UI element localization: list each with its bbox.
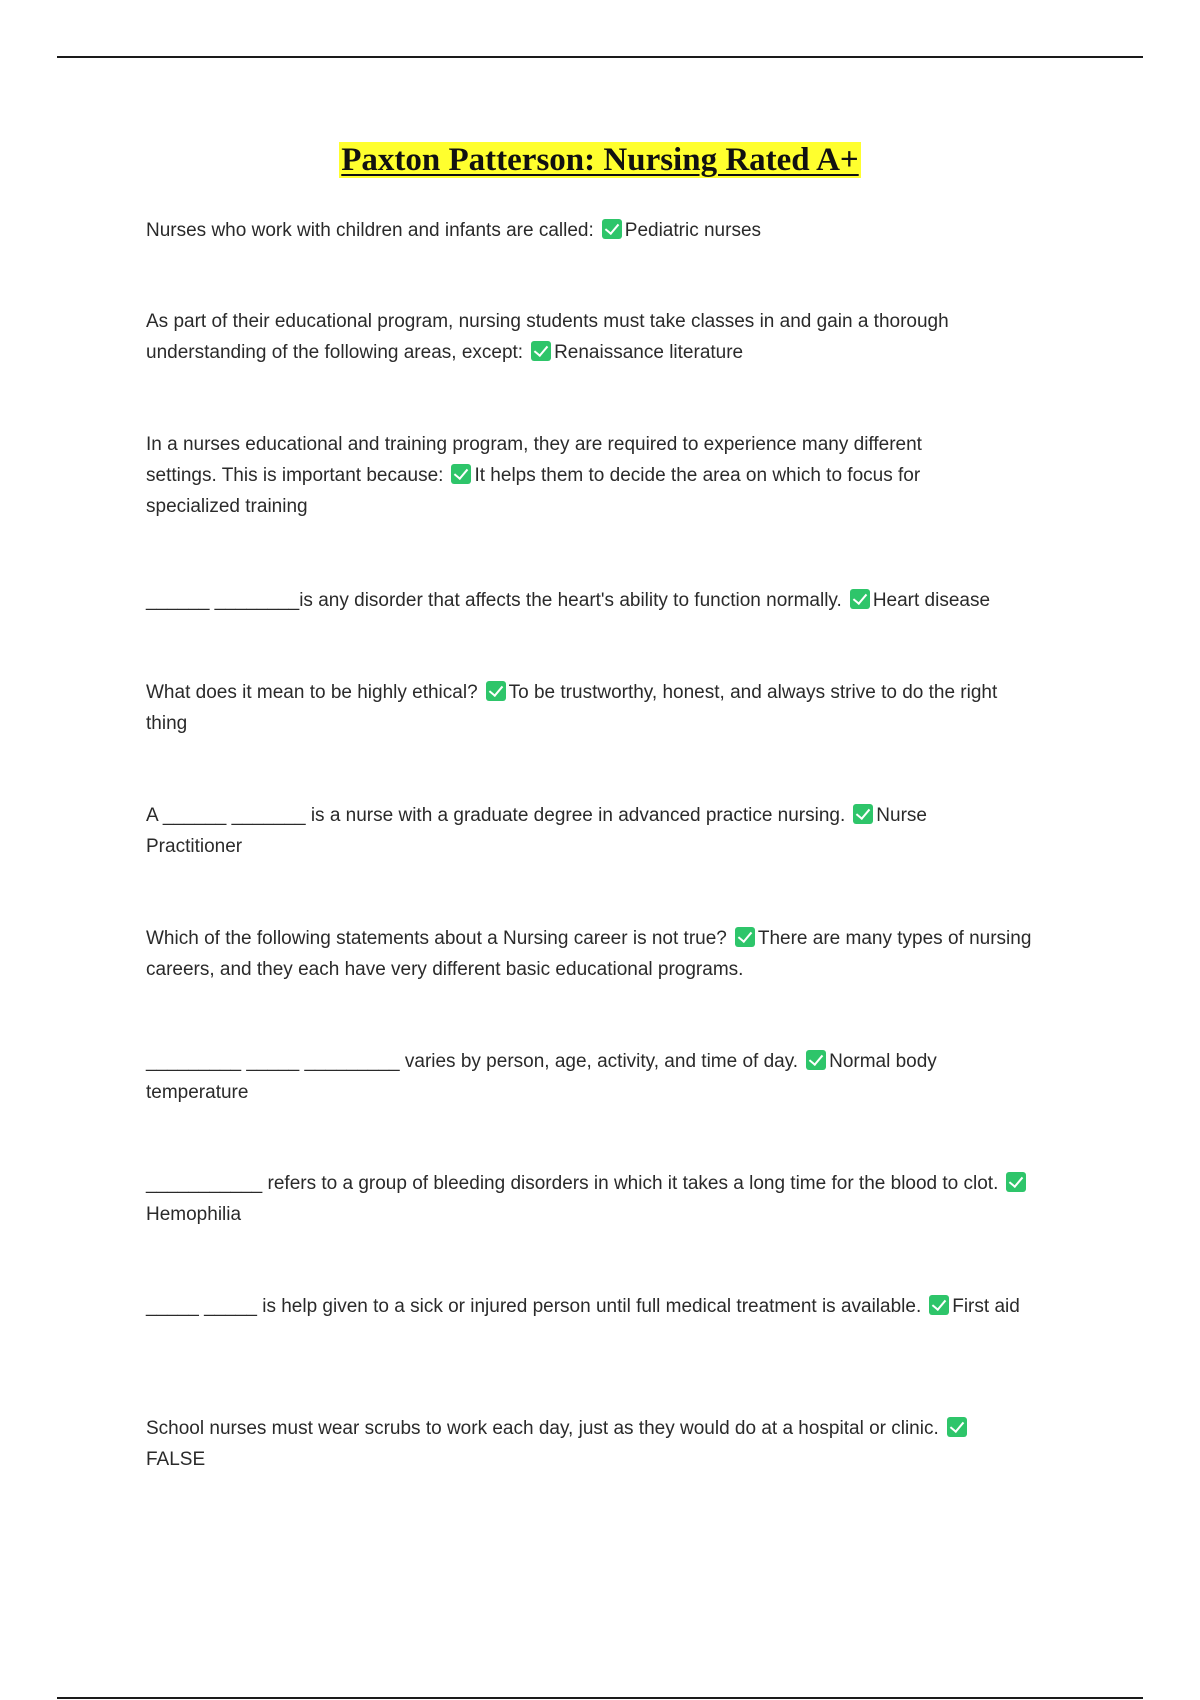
checkmark-icon bbox=[947, 1417, 967, 1437]
question-text: ___________ refers to a group of bleeding disorders in which it takes a long time for the blood to clot. bbox=[146, 1173, 999, 1194]
answer-text: Heart disease bbox=[872, 590, 991, 611]
question-text: Which of the following statements about a Nursing career is not true? bbox=[146, 928, 727, 949]
question-text: _____ _____ is help given to a sick or injured person until full medical treatment is available. bbox=[146, 1296, 922, 1317]
answer-text: Renaissance literature bbox=[554, 342, 744, 363]
qa-item-10 bbox=[146, 1291, 1076, 1322]
checkmark-icon bbox=[486, 681, 506, 701]
checkmark-icon bbox=[1006, 1172, 1026, 1192]
qa-item-3 bbox=[146, 429, 996, 522]
checkmark-icon bbox=[853, 804, 873, 824]
answer-text: Normal body temperature bbox=[146, 1051, 937, 1103]
qa-item-11 bbox=[146, 1413, 1016, 1475]
answer-text: Nurse Practitioner bbox=[146, 805, 927, 857]
question-text: ______ ________is any disorder that affects the heart's ability to function normally. bbox=[146, 590, 842, 611]
qa-item-2 bbox=[146, 306, 1036, 368]
title-block bbox=[0, 142, 1200, 179]
answer-text: First aid bbox=[952, 1296, 1020, 1317]
question-text: School nurses must wear scrubs to work each day, just as they would do at a hospital or clinic. bbox=[146, 1418, 939, 1439]
answer-text: To be trustworthy, honest, and always strive to do the right thing bbox=[146, 682, 998, 734]
question-text: In a nurses educational and training program, they are required to experience many different settings. This is important because: bbox=[146, 434, 922, 486]
answer-text: It helps them to decide the area on which to focus for specialized training bbox=[146, 465, 921, 517]
checkmark-icon bbox=[735, 927, 755, 947]
qa-item-1 bbox=[146, 215, 1066, 246]
question-text: Nurses who work with children and infants are called: bbox=[146, 220, 594, 241]
answer-text: FALSE bbox=[146, 1449, 206, 1470]
answer-text: Pediatric nurses bbox=[624, 220, 762, 241]
checkmark-icon bbox=[806, 1050, 826, 1070]
page-title: Paxton Patterson: Nursing Rated A+ bbox=[341, 142, 859, 178]
question-text: _________ _____ _________ varies by person, age, activity, and time of day. bbox=[146, 1051, 799, 1072]
qa-item-4 bbox=[146, 585, 1146, 616]
answer-text: Hemophilia bbox=[146, 1204, 242, 1225]
answer-text: There are many types of nursing careers, and they each have very different basic educational programs. bbox=[146, 928, 1032, 980]
qa-item-7 bbox=[146, 923, 1046, 985]
checkmark-icon bbox=[929, 1295, 949, 1315]
qa-item-8 bbox=[146, 1046, 1026, 1108]
qa-item-6 bbox=[146, 800, 1006, 862]
qa-item-9 bbox=[146, 1168, 1036, 1230]
question-text: As part of their educational program, nursing students must take classes in and gain a thorough understanding of the following areas, except: bbox=[146, 311, 949, 363]
bottom-rule bbox=[57, 1697, 1143, 1699]
qa-item-5 bbox=[146, 677, 1036, 739]
top-rule bbox=[57, 56, 1143, 58]
checkmark-icon bbox=[451, 464, 471, 484]
question-text: A ______ _______ is a nurse with a graduate degree in advanced practice nursing. bbox=[146, 805, 846, 826]
checkmark-icon bbox=[602, 219, 622, 239]
checkmark-icon bbox=[850, 589, 870, 609]
question-text: What does it mean to be highly ethical? bbox=[146, 682, 478, 703]
checkmark-icon bbox=[531, 341, 551, 361]
